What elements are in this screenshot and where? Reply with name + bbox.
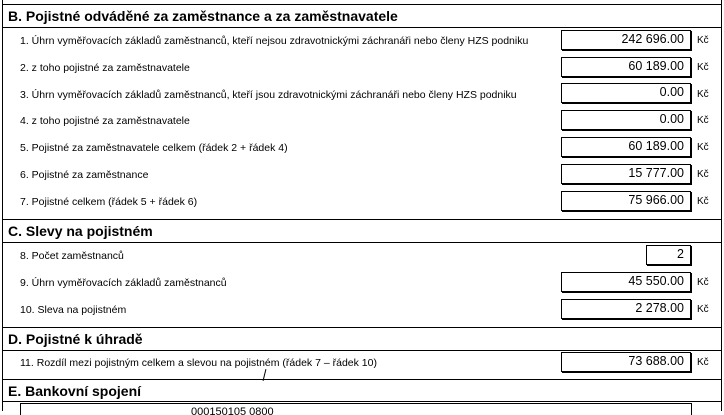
row-5-unit: Kč — [697, 142, 709, 153]
row-2-unit: Kč — [697, 62, 709, 73]
row-7-label: 7. Pojistné celkem (řádek 5 + řádek 6) — [20, 196, 198, 208]
row-11-value[interactable]: 73 688.00 — [561, 352, 691, 372]
bank-account-text: 000150105 0800 — [191, 406, 274, 415]
section-c-title: C. Slevy na pojistném — [8, 223, 153, 239]
row-9-value[interactable]: 45 550.00 — [561, 272, 691, 292]
section-e-title: E. Bankovní spojení — [8, 383, 142, 399]
row-6-label: 6. Pojistné za zaměstnance — [20, 169, 149, 181]
row-3-label: 3. Úhrn vyměřovacích základů zaměstnanců, kteří jsou zdravotnickými záchranáři nebo členy HZS podniku — [20, 89, 517, 101]
row-4-value[interactable]: 0.00 — [561, 110, 691, 130]
row-6-value[interactable]: 15 777.00 — [561, 164, 691, 184]
row-7-unit: Kč — [697, 196, 709, 207]
divider — [2, 219, 722, 220]
row-9-label: 9. Úhrn vyměřovacích základů zaměstnanců — [20, 277, 227, 289]
section-b-title: B. Pojistné odváděné za zaměstnance a za zaměstnavatele — [8, 8, 398, 24]
row-3-value[interactable]: 0.00 — [561, 83, 691, 103]
row-5-value[interactable]: 60 189.00 — [561, 137, 691, 157]
divider — [2, 242, 722, 243]
row-11-label: 11. Rozdíl mezi pojistným celkem a slevou na pojistném (řádek 7 – řádek 10) — [20, 357, 377, 369]
divider — [2, 327, 722, 328]
row-6-unit: Kč — [697, 169, 709, 180]
row-10-label: 10. Sleva na pojistném — [20, 304, 127, 316]
row-2-label: 2. z toho pojistné za zaměstnavatele — [20, 62, 190, 74]
row-10-value[interactable]: 2 278.00 — [561, 299, 691, 319]
row-1-value[interactable]: 242 696.00 — [561, 30, 691, 50]
divider — [2, 4, 722, 5]
section-d-title: D. Pojistné k úhradě — [8, 331, 143, 347]
row-8-value[interactable]: 2 — [646, 245, 691, 265]
bank-account-field[interactable] — [20, 403, 692, 415]
row-4-unit: Kč — [697, 115, 709, 126]
row-1-unit: Kč — [697, 35, 709, 46]
row-8-label: 8. Počet zaměstnanců — [20, 250, 124, 262]
divider — [2, 401, 722, 402]
row-1-label: 1. Úhrn vyměřovacích základů zaměstnanců, kteří nejsou zdravotnickými záchranáři nebo členy HZS podniku — [20, 35, 529, 47]
divider — [2, 350, 722, 351]
row-7-value[interactable]: 75 966.00 — [561, 191, 691, 211]
row-5-label: 5. Pojistné za zaměstnavatele celkem (řádek 2 + řádek 4) — [20, 142, 288, 154]
row-10-unit: Kč — [697, 304, 709, 315]
row-2-value[interactable]: 60 189.00 — [561, 57, 691, 77]
row-3-unit: Kč — [697, 89, 709, 100]
row-9-unit: Kč — [697, 277, 709, 288]
divider — [2, 379, 722, 380]
row-11-unit: Kč — [697, 357, 709, 368]
row-4-label: 4. z toho pojistné za zaměstnavatele — [20, 115, 190, 127]
divider — [2, 27, 722, 28]
